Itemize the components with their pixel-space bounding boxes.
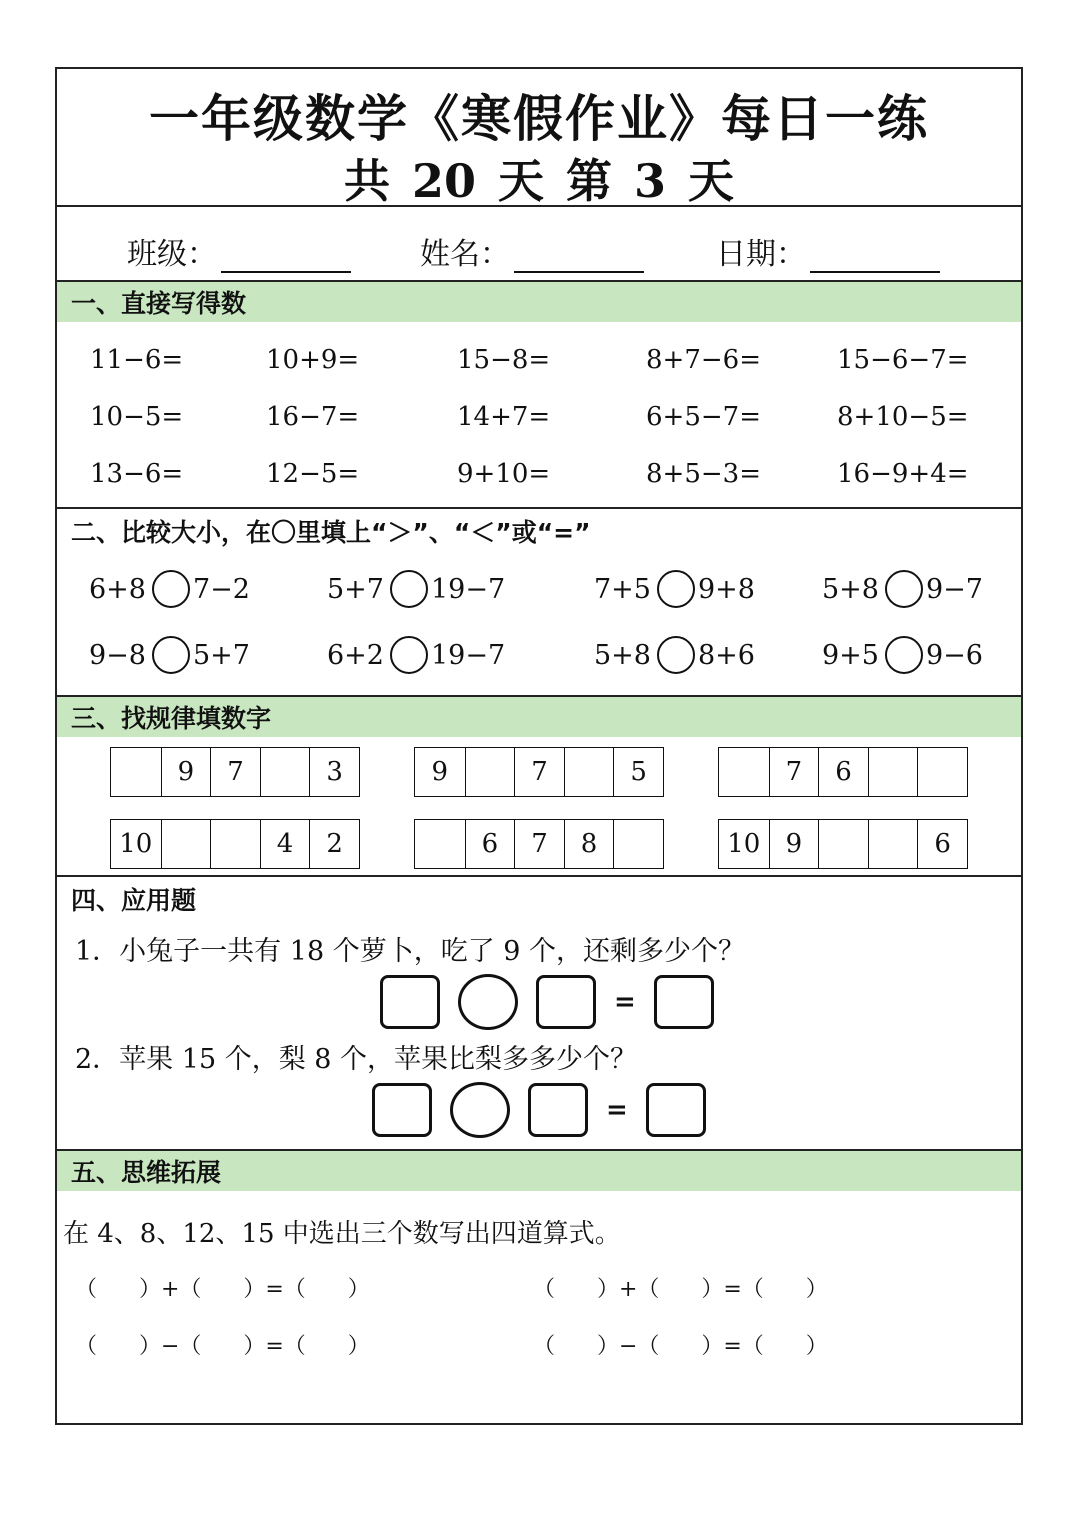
compare-circle[interactable] [657, 636, 695, 674]
pattern-grid [414, 819, 664, 869]
compare-right: 9−7 [925, 573, 983, 605]
pattern-cell[interactable] [719, 748, 769, 796]
compare-left: 6+2 [327, 639, 384, 671]
compare-right: 19−7 [430, 573, 506, 605]
compare-circle[interactable] [390, 570, 428, 608]
compare-item [594, 570, 755, 608]
compare-item [89, 570, 250, 608]
pattern-cell[interactable]: 5 [613, 748, 663, 796]
pattern-cell[interactable] [613, 820, 663, 868]
pattern-cell[interactable]: 10 [119, 829, 153, 859]
calc-item: 8+10−5= [837, 402, 969, 432]
pattern-cell[interactable]: 6 [818, 748, 868, 796]
worksheet [55, 67, 1023, 1425]
pattern-cell[interactable] [465, 748, 515, 796]
section-title-4: 四、应用题 [71, 886, 197, 915]
name-blank[interactable] [514, 243, 644, 273]
calc-item: 14+7= [457, 402, 551, 432]
answer-box[interactable] [536, 975, 596, 1029]
pattern-cell[interactable]: 9 [161, 748, 211, 796]
calc-item: 15−8= [457, 345, 551, 375]
equation-line-minus[interactable]: （ ）−（ ）=（ ） [75, 1334, 370, 1359]
calc-item: 10+9= [266, 345, 360, 375]
compare-item [822, 570, 983, 608]
compare-right: 19−7 [430, 639, 506, 671]
compare-circle[interactable] [152, 570, 190, 608]
answer-box[interactable] [380, 975, 440, 1029]
pattern-cell[interactable]: 7 [514, 748, 564, 796]
word-problem-2: 2．苹果 15 个，梨 8 个，苹果比梨多多少个？ [75, 1044, 638, 1075]
date-blank[interactable] [810, 243, 940, 273]
pattern-cell[interactable]: 3 [309, 748, 359, 796]
name-field[interactable] [420, 229, 644, 273]
page-subtitle: 共 20 天 第 3 天 [343, 154, 735, 208]
compare-circle[interactable] [885, 570, 923, 608]
calc-item: 8+5−3= [646, 459, 761, 489]
calc-item: 6+5−7= [646, 402, 761, 432]
compare-circle[interactable] [152, 636, 190, 674]
compare-left: 5+8 [822, 573, 879, 605]
compare-item [327, 636, 505, 674]
word-problem-1: 1．小兔子一共有 18 个萝卜，吃了 9 个，还剩多少个？ [75, 936, 746, 967]
pattern-grid [718, 747, 968, 797]
operator-circle[interactable] [450, 1082, 510, 1138]
section-title-2: 二、比较大小，在〇里填上“＞”、“＜”或“=” [71, 518, 591, 547]
compare-circle[interactable] [885, 636, 923, 674]
class-blank[interactable] [221, 243, 351, 273]
compare-left: 5+7 [327, 573, 384, 605]
equation-line-minus[interactable]: （ ）−（ ）=（ ） [533, 1334, 828, 1359]
compare-circle[interactable] [390, 636, 428, 674]
pattern-cell[interactable]: 7 [769, 748, 819, 796]
pattern-cell[interactable] [415, 820, 465, 868]
divider [57, 507, 1021, 509]
compare-left: 6+8 [89, 573, 146, 605]
date-label: 日期： [716, 237, 806, 272]
equals-sign: = [606, 1095, 628, 1125]
pattern-grid [110, 819, 360, 869]
compare-left: 5+8 [594, 639, 651, 671]
pattern-cell[interactable]: 10 [727, 829, 761, 859]
compare-item [822, 636, 983, 674]
pattern-cell[interactable] [868, 820, 918, 868]
compare-right: 7−2 [192, 573, 250, 605]
calc-item: 11−6= [90, 345, 184, 375]
section-header-5 [57, 1151, 1021, 1191]
section-title: 三、找规律填数字 [71, 704, 272, 733]
section-header-1 [57, 282, 1021, 322]
divider [57, 875, 1021, 877]
compare-circle[interactable] [657, 570, 695, 608]
section-header-3 [57, 697, 1021, 737]
pattern-grid [110, 747, 360, 797]
section-title: 一、直接写得数 [71, 289, 247, 318]
pattern-cell[interactable]: 7 [210, 748, 260, 796]
pattern-cell[interactable] [260, 748, 310, 796]
compare-left: 7+5 [594, 573, 651, 605]
pattern-cell[interactable]: 6 [465, 820, 515, 868]
pattern-cell[interactable]: 8 [564, 820, 614, 868]
pattern-cell[interactable]: 6 [917, 820, 967, 868]
pattern-cell[interactable]: 2 [309, 820, 359, 868]
calc-item: 12−5= [266, 459, 360, 489]
answer-shapes-1 [380, 974, 732, 1030]
calc-item: 15−6−7= [837, 345, 969, 375]
pattern-cell[interactable] [210, 820, 260, 868]
equation-line-plus[interactable]: （ ）+（ ）=（ ） [75, 1277, 370, 1302]
answer-shapes-2 [372, 1082, 724, 1138]
answer-box[interactable] [528, 1083, 588, 1137]
pattern-cell[interactable]: 7 [514, 820, 564, 868]
class-field[interactable] [127, 229, 351, 273]
page-title: 一年级数学《寒假作业》每日一练 [149, 89, 929, 148]
calc-item: 13−6= [90, 459, 184, 489]
calc-item: 16−7= [266, 402, 360, 432]
calc-item: 9+10= [457, 459, 551, 489]
name-label: 姓名： [420, 237, 510, 272]
compare-right: 9+8 [697, 573, 755, 605]
compare-left: 9−8 [89, 639, 146, 671]
date-field[interactable] [716, 229, 940, 273]
pattern-grid [414, 747, 664, 797]
operator-circle[interactable] [458, 974, 518, 1030]
class-label: 班级： [127, 237, 217, 272]
pattern-cell[interactable]: 9 [769, 820, 819, 868]
pattern-cell[interactable] [161, 820, 211, 868]
pattern-cell[interactable] [564, 748, 614, 796]
section-title: 五、思维拓展 [71, 1158, 222, 1187]
divider [57, 205, 1021, 207]
pattern-grid [718, 819, 968, 869]
pattern-cell[interactable] [111, 748, 161, 796]
calc-item: 16−9+4= [837, 459, 969, 489]
compare-item [594, 636, 755, 674]
equals-sign: = [614, 987, 636, 1017]
pattern-cell[interactable]: 4 [260, 820, 310, 868]
compare-right: 8+6 [697, 639, 755, 671]
calc-item: 10−5= [90, 402, 184, 432]
pattern-cell[interactable]: 9 [431, 757, 449, 787]
answer-box[interactable] [646, 1083, 706, 1137]
answer-box[interactable] [372, 1083, 432, 1137]
answer-box[interactable] [654, 975, 714, 1029]
compare-left: 9+5 [822, 639, 879, 671]
compare-item [327, 570, 505, 608]
compare-right: 5+7 [192, 639, 250, 671]
calc-item: 8+7−6= [646, 345, 761, 375]
equation-line-plus[interactable]: （ ）+（ ）=（ ） [533, 1277, 828, 1302]
pattern-cell[interactable] [868, 748, 918, 796]
pattern-cell[interactable] [917, 748, 967, 796]
compare-right: 9−6 [925, 639, 983, 671]
pattern-cell[interactable] [818, 820, 868, 868]
compare-item [89, 636, 250, 674]
extend-prompt: 在 4、8、12、15 中选出三个数写出四道算式。 [63, 1219, 621, 1249]
